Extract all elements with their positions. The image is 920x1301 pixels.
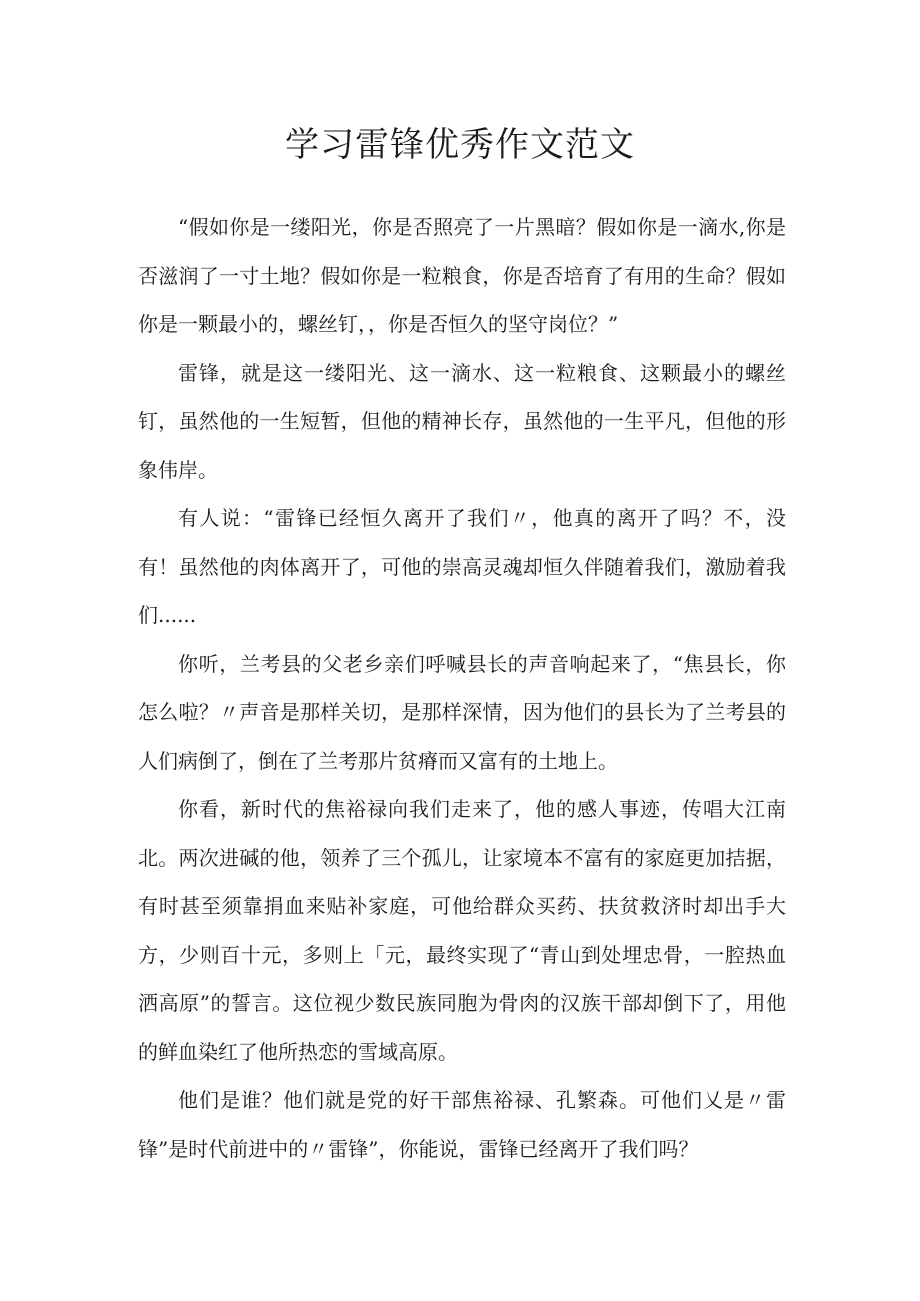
paragraph: 你听，兰考县的父老乡亲们呼喊县长的声音响起来了，“焦县长，你怎么啦？〃声音是那样关切，是那样深情，因为他们的县长为了兰考县的人们病倒了，倒在了兰考那片贫瘠而又富有的土地上。 — [138, 651, 786, 773]
paragraph: “假如你是一缕阳光，你是否照亮了一片黑暗？假如你是一滴水,你是否滋润了一寸土地？假如你是一粒粮食，你是否培育了有用的生命？假如你是一颗最小的，螺丝钉，，你是否恒久的坚守岗位？” — [138, 215, 786, 336]
paragraph: 他们是谁？他们就是党的好干部焦裕禄、孔繁森。可他们乂是〃雷锋”是时代前进中的〃雷锋”，你能说，雷锋已经离开了我们吗？ — [138, 1088, 786, 1161]
document-title: 学习雷锋优秀作文范文 — [285, 125, 635, 165]
paragraph: 有人说：“雷锋已经恒久离开了我们〃，他真的离开了吗？不，没有！虽然他的肉体离开了，可他的崇高灵魂却恒久伴随着我们，激励着我们...... — [138, 506, 786, 627]
paragraph: 雷锋，就是这一缕阳光、这一滴水、这一粒粮食、这颗最小的螺丝钉，虽然他的一生短暂，但他的精神长存，虽然他的一生平凡，但他的形象伟岸。 — [138, 360, 786, 482]
paragraph: 你看，新时代的焦裕禄向我们走来了，他的感人事迹，传唱大江南北。两次进碱的他，领养了三个孤儿，让家境本不富有的家庭更加拮据，有时甚至须靠捐血来贴补家庭，可他给群众买药、扶贫救济时却出手大方，少则百十元，多则上「元，最终实现了“青山到处埋忠骨，一腔热血洒高原”的誓言。这位视少数民族同胞为骨肉的汉族干部却倒下了，用他的鲜血染红了他所热恋的雪域高原。 — [138, 797, 786, 1064]
document-body — [138, 203, 786, 1173]
